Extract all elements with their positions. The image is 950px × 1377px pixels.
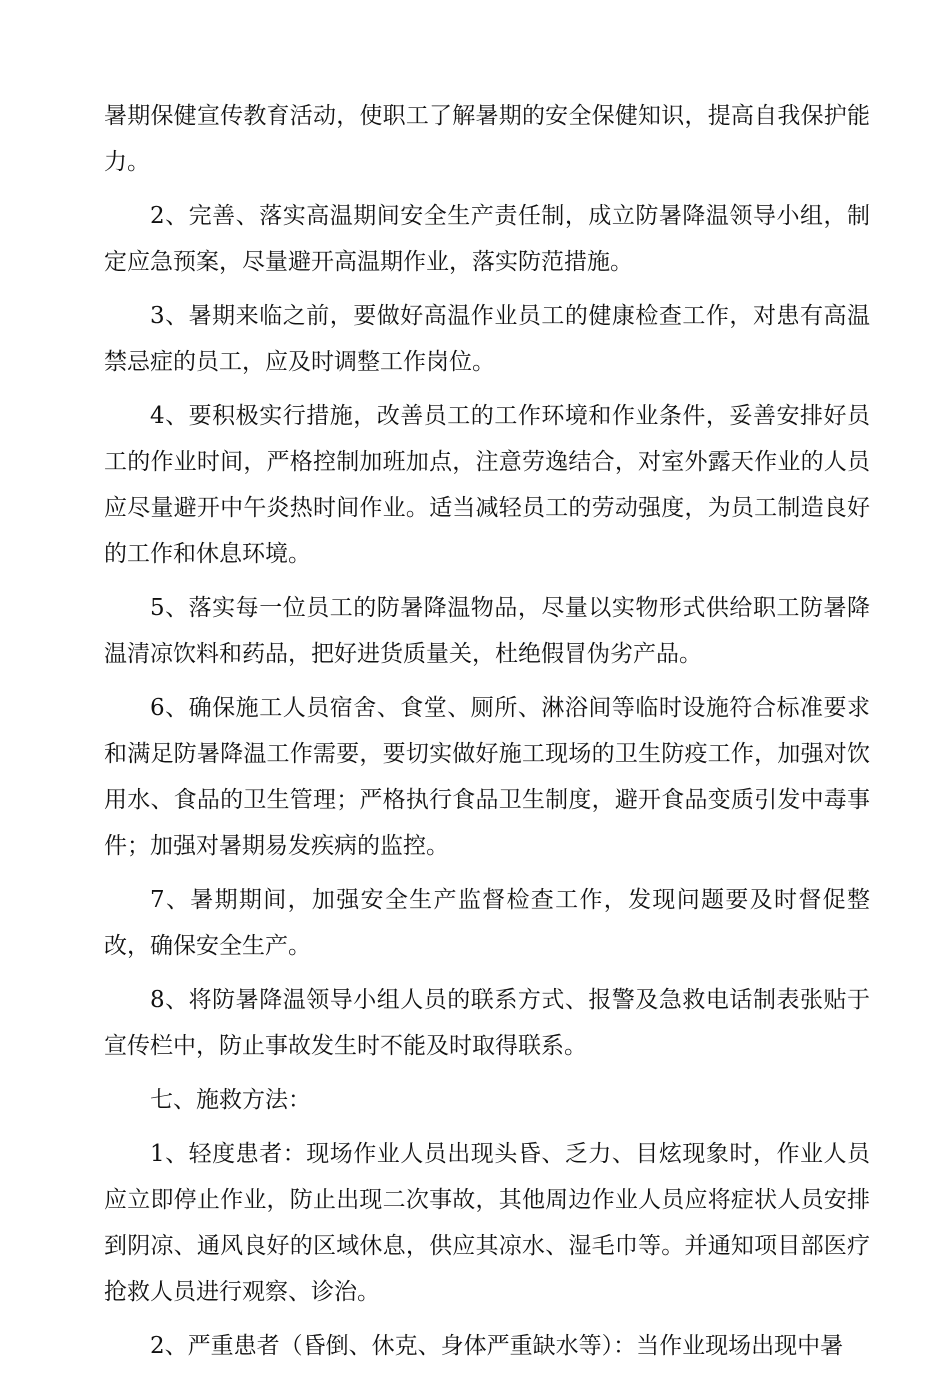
paragraph-item-7: 7、暑期期间，加强安全生产监督检查工作，发现问题要及时督促整改，确保安全生产。 xyxy=(104,887,870,959)
paragraph-item-8: 8、将防暑降温领导小组人员的联系方式、报警及急救电话制表张贴于宣传栏中，防止事故发生时不能及时取得联系。 xyxy=(104,987,870,1059)
paragraph-mild-patients: 1、轻度患者：现场作业人员出现头昏、乏力、目炫现象时，作业人员应立即停止作业，防止出现二次事故，其他周边作业人员应将症状人员安排到阴凉、通风良好的区域休息，供应其凉水、湿毛巾等。并通知项目部医疗抢救人员进行观察、诊治。 xyxy=(104,1141,870,1305)
paragraph-item-2: 2、完善、落实高温期间安全生产责任制，成立防暑降温领导小组，制定应急预案，尽量避开高温期作业，落实防范措施。 xyxy=(104,203,870,275)
paragraph-severe-patients: 2、严重患者（昏倒、休克、身体严重缺水等）：当作业现场出现中暑 xyxy=(150,1333,844,1359)
section-heading-rescue-methods: 七、施救方法： xyxy=(150,1087,311,1113)
paragraph-item-4: 4、要积极实行措施，改善员工的工作环境和作业条件，妥善安排好员工的作业时间，严格控制加班加点，注意劳逸结合，对室外露天作业的人员应尽量避开中午炎热时间作业。适当减轻员工的劳动强度，为员工制造良好的工作和休息环境。 xyxy=(104,403,870,567)
paragraph-item-3: 3、暑期来临之前，要做好高温作业员工的健康检查工作，对患有高温禁忌症的员工，应及时调整工作岗位。 xyxy=(104,303,870,375)
paragraph-item-6: 6、确保施工人员宿舍、食堂、厕所、淋浴间等临时设施符合标准要求和满足防暑降温工作需要，要切实做好施工现场的卫生防疫工作，加强对饮用水、食品的卫生管理；严格执行食品卫生制度，避开食品变质引发中毒事件；加强对暑期易发疾病的监控。 xyxy=(104,695,870,859)
paragraph-continuation: 暑期保健宣传教育活动，使职工了解暑期的安全保健知识，提高自我保护能力。 xyxy=(104,103,870,175)
document-body xyxy=(104,93,870,1377)
paragraph-item-5: 5、落实每一位员工的防暑降温物品，尽量以实物形式供给职工防暑降温清凉饮料和药品，把好进货质量关，杜绝假冒伪劣产品。 xyxy=(104,595,870,667)
